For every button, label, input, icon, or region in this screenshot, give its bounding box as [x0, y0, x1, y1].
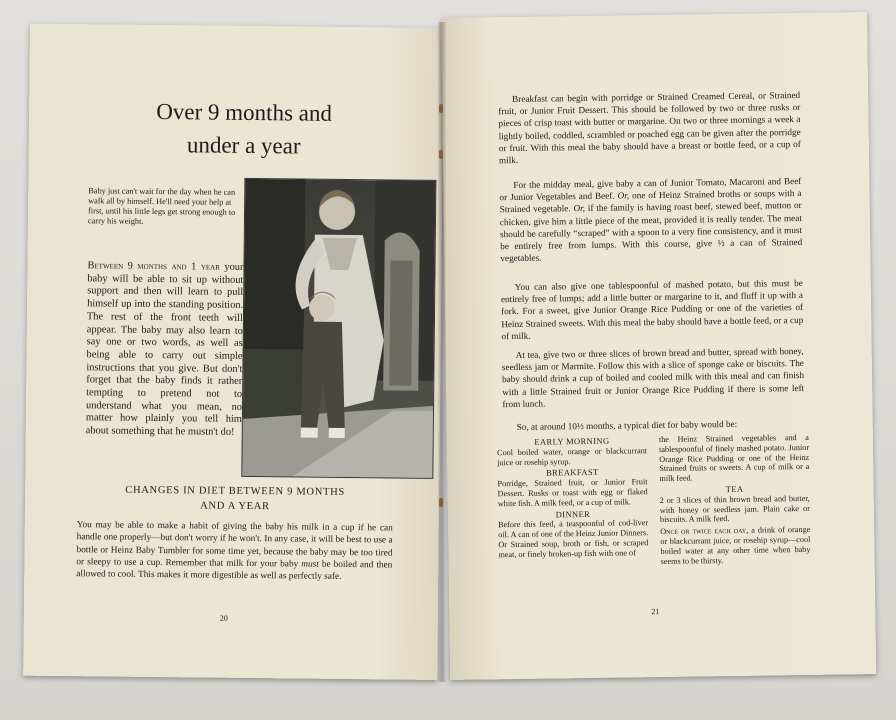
page-number-right: 21	[651, 607, 660, 617]
breakfast-text: Porridge, Strained fruit, or Junior Fruit Dessert. Rusks or toast with egg or flaked white fish. A milk feed, or a cup of milk.	[497, 477, 648, 509]
title-line-1: Over 9 months and	[156, 98, 333, 126]
title-line-2: under a year	[186, 132, 301, 159]
milk-emphasis: must	[301, 559, 319, 570]
section-subheading	[85, 482, 385, 515]
once-daily-lead: Once or twice each day,	[660, 525, 749, 537]
dinner-continued: the Heinz Strained vegetables and a tablespoonful of finely mashed potato. Junior Orange Rice Pudding or one of the Heinz Strained fruits or sweets. A cup of milk or a milk feed.	[658, 432, 810, 484]
dinner-heading: DINNER	[555, 508, 591, 520]
breakfast-paragraph: Breakfast can begin with porridge or Strained Creamed Cereal, or Strained fruit, or Junior Fruit Dessert. This should be followed by two or three rusks or pieces of crisp toast with butter or margarine. On two or three mornings a week a lightly boiled, coddled, scrambled or poached egg can be given after the porridge or fruit. With this meal the baby should have a breast or bottle feed, or a cup of milk.	[498, 89, 801, 166]
book-spine-gutter	[438, 22, 446, 682]
breakfast-heading: BREAKFAST	[546, 467, 599, 478]
right-page	[441, 12, 876, 680]
diet-column-right	[659, 433, 811, 568]
midday-paragraph	[499, 175, 802, 265]
once-daily-body: a drink of orange or blackcurrant juice, or rosehip syrup—cool boiled water at any other time when baby seems to be thirsty.	[660, 525, 811, 566]
once-daily-text	[660, 525, 811, 566]
left-page	[23, 24, 444, 680]
staple-middle	[439, 150, 443, 159]
intro-lead: Between 9 months and 1 year	[87, 260, 220, 273]
page-title	[89, 94, 400, 163]
early-morning-text: Cool boiled water, orange or blackcurrant juice or rosehip syrup.	[497, 445, 648, 467]
milk-paragraph	[76, 519, 393, 584]
staple-bottom	[439, 498, 443, 507]
milk-text-1: You may be able to make a habit of giving the baby his milk in a cup if he can handle one properly—but don't worry if he won't. In any case, it will be best to use a bottle or Heinz Baby Tumbler for some time yet, because the baby may be too tired or sleepy to use a cup. Remember that milk for your baby	[76, 520, 393, 570]
subheading-line-1: CHANGES IN DIET BETWEEN 9 MONTHS	[125, 484, 346, 498]
page-number-left: 20	[219, 613, 228, 623]
tea-paragraph: At tea, give two or three slices of brown bread and butter, spread with honey, seedless jam or Marmite. Follow this with a slice of sponge cake or biscuits. The baby should drink a cup of boiled and cooled milk with this meal and can finish with a little Strained fruit or Junior Orange Rice Pudding if there is some left from lunch.	[501, 345, 805, 409]
potato-paragraph: You can also give one tablespoonful of mashed potato, but this must be entirely free of lumps; add a little butter or margarine to it, and fluff it up with a fork. For a sweet, give Junior Orange Rice Pudding or one of the varieties of Heinz Strained sweets. With this meal the baby should have a bottle feed, or a cup of milk.	[500, 277, 804, 341]
intro-paragraph	[86, 260, 244, 439]
mother-and-toddler-photo	[241, 178, 436, 479]
early-morning-heading: EARLY MORNING	[534, 435, 610, 447]
photo-caption: Baby just can't wait for the day when he can walk all by himself. He'll need your help at first, until his little legs get strong enough to carry his weight.	[87, 186, 236, 226]
subheading-line-2: AND A YEAR	[200, 500, 270, 513]
midday-or-2: Or,	[573, 203, 586, 214]
staple-top	[439, 104, 443, 113]
dinner-text: Before this feed, a teaspoonful of cod-liver oil. A can of one of the Heinz Junior Dinners. Or Strained soup, broth or fish, or scraped meat, or finely broken-up fish with one of	[498, 518, 649, 560]
midday-text-c: if the family is having roast beef, stewed beef, mutton or chicken, give him a little piece of the meat, provided it is really tender. The meat should be carefully “scraped” with a spoon to a very fine consistency, and it must be entirely free from lumps. With this course, give ½ a can of Strained vegetables.	[499, 200, 803, 264]
diet-column-left	[497, 435, 649, 562]
midday-or-1: Or,	[617, 190, 630, 201]
intro-text: your baby will be able to sit up without support and then will learn to pull himself up into the standing position. The rest of the front teeth will appear. The baby may also learn to say one or two words, as well as being able to carry out simple instructions that you give. But don't forget that the baby finds it rather tempting to pretend not to understand what you mean, no matter how plainly you tell him about something that he mustn't do!	[85, 261, 244, 438]
midday-text-a: For the midday meal, give baby a can of Junior Tomato, Macaroni and Beef or Junior Vegetables and Beef.	[499, 175, 802, 203]
tea-heading: TEA	[725, 483, 744, 495]
diet-intro: So, at around 10½ months, a typical diet for baby would be:	[516, 418, 738, 432]
tea-text: 2 or 3 slices of thin brown bread and butter, with honey or seedless jam. Plain cake or biscuits. A milk feed.	[659, 493, 810, 525]
midday-text-b: one of Heinz Strained broths or soups with a Strained vegetable.	[499, 188, 802, 215]
milk-text-2: be boiled and then allowed to cool. This makes it more digestible as well as perfectly safe.	[76, 559, 393, 583]
